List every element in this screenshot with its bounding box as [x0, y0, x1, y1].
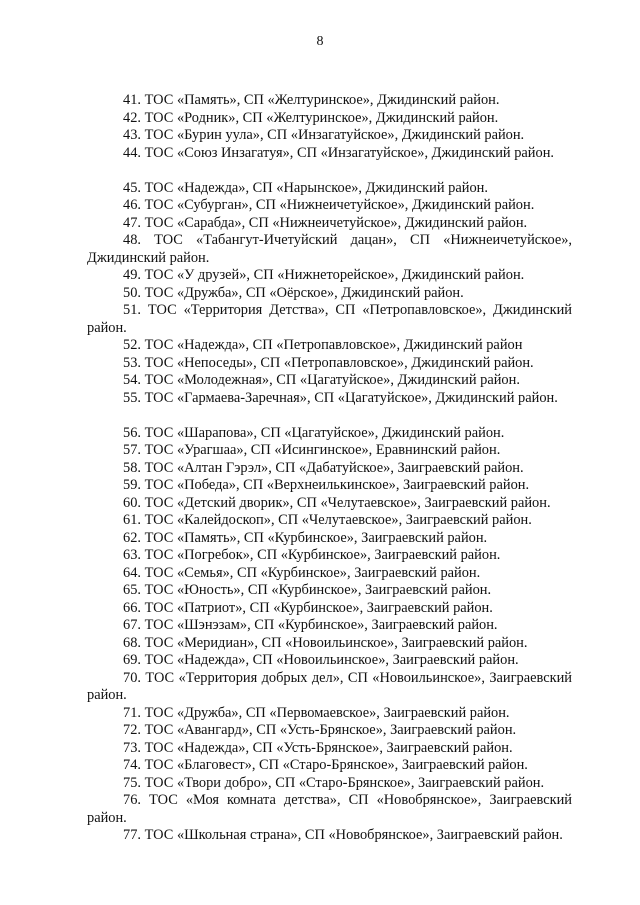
list-item: 45. ТОС «Надежда», СП «Нарынское», Джидинский район.: [123, 179, 488, 196]
list-item: 61. ТОС «Калейдоскоп», СП «Челутаевское», Заиграевский район.: [123, 512, 532, 529]
list-item: 59. ТОС «Победа», СП «Верхнеилькинское», Заиграевский район.: [123, 477, 530, 494]
list-item: 62. ТОС «Память», СП «Курбинское», Заиграевский район.: [123, 529, 488, 546]
list-item: 75. ТОС «Твори добро», СП «Старо-Брянское», Заиграевский район.: [123, 774, 545, 791]
list-item: 76. ТОС «Моя комната детства», СП «Новобрянское», Заиграевский район.: [87, 792, 572, 826]
list-item: 49. ТОС «У друзей», СП «Нижнеторейское», Джидинский район.: [123, 267, 525, 284]
list-item: 63. ТОС «Погребок», СП «Курбинское», Заиграевский район.: [123, 547, 501, 564]
list-item: 66. ТОС «Патриот», СП «Курбинское», Заиграевский район.: [123, 599, 493, 616]
list-item: 41. ТОС «Память», СП «Желтуринское», Джидинский район.: [123, 92, 500, 109]
list-item: 42. ТОС «Родник», СП «Желтуринское», Джидинский район.: [123, 109, 499, 126]
list-item: 58. ТОС «Алтан Гэрэл», СП «Дабатуйское», Заиграевский район.: [123, 459, 524, 476]
list-item: 69. ТОС «Надежда», СП «Новоильинское», Заиграевский район.: [123, 652, 519, 669]
list-item: 73. ТОС «Надежда», СП «Усть-Брянское», Заиграевский район.: [123, 739, 513, 756]
list-item: 53. ТОС «Непоседы», СП «Петропавловское», Джидинский район.: [123, 354, 534, 371]
list-item: 57. ТОС «Урагшаа», СП «Исингинское», Еравнинский район.: [123, 442, 501, 459]
list-item: 46. ТОС «Субурган», СП «Нижнеичетуйское», Джидинский район.: [123, 197, 535, 214]
list-item: 67. ТОС «Шэнэзам», СП «Курбинское», Заиграевский район.: [123, 617, 498, 634]
list-item: 48. ТОС «Табангут-Ичетуйский дацан», СП «Нижнеичетуйское», Джидинский район.: [87, 232, 572, 266]
list-item: 74. ТОС «Благовест», СП «Старо-Брянское», Заиграевский район.: [123, 757, 528, 774]
list-item: 43. ТОС «Бурин уула», СП «Инзагатуйское», Джидинский район.: [123, 127, 525, 144]
list-item: 51. ТОС «Территория Детства», СП «Петропавловское», Джидинский район.: [87, 302, 572, 336]
page-number: 8: [316, 34, 324, 49]
list-item: 44. ТОС «Союз Инзагатуя», СП «Инзагатуйское», Джидинский район.: [123, 144, 555, 161]
list-item: 65. ТОС «Юность», СП «Курбинское», Заиграевский район.: [123, 582, 492, 599]
list-item: 71. ТОС «Дружба», СП «Первомаевское», Заиграевский район.: [123, 704, 510, 721]
list-item: 47. ТОС «Сарабда», СП «Нижнеичетуйское», Джидинский район.: [123, 214, 528, 231]
list-item: 50. ТОС «Дружба», СП «Оёрское», Джидинский район.: [123, 284, 464, 301]
list-item: 72. ТОС «Авангард», СП «Усть-Брянское», Заиграевский район.: [123, 722, 517, 739]
list-item: 77. ТОС «Школьная страна», СП «Новобрянское», Заиграевский район.: [123, 827, 563, 844]
list-item: 55. ТОС «Гармаева-Заречная», СП «Цагатуйское», Джидинский район.: [123, 389, 558, 406]
list-item: 56. ТОС «Шарапова», СП «Цагатуйское», Джидинский район.: [123, 424, 505, 441]
list-item: 70. ТОС «Территория добрых дел», СП «Новоильинское», Заиграевский район.: [87, 669, 572, 704]
list-item: 60. ТОС «Детский дворик», СП «Челутаевское», Заиграевский район.: [123, 494, 551, 511]
list-item: 68. ТОС «Меридиан», СП «Новоильинское», Заиграевский район.: [123, 634, 528, 651]
list-item: 54. ТОС «Молодежная», СП «Цагатуйское», Джидинский район.: [123, 372, 520, 389]
list-item: 52. ТОС «Надежда», СП «Петропавловское», Джидинский район: [123, 337, 523, 354]
list-item: 64. ТОС «Семья», СП «Курбинское», Заиграевский район.: [123, 564, 481, 581]
